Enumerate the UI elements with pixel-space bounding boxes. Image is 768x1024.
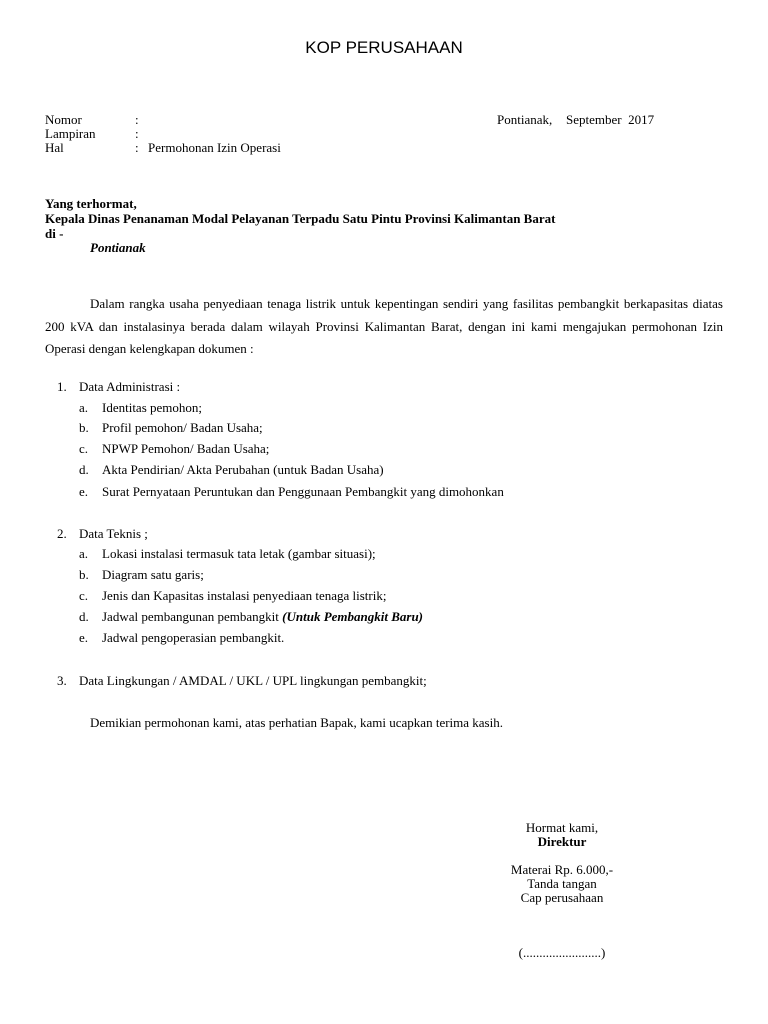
list-item: Lokasi instalasi termasuk tata letak (gambar situasi); xyxy=(102,546,376,561)
list-item-emphasis: (Untuk Pembangkit Baru) xyxy=(282,609,424,624)
signature-name-line: (........................) xyxy=(518,945,606,960)
list-item: Identitas pemohon; xyxy=(102,400,203,415)
section-title: Data Administrasi : xyxy=(79,379,181,394)
list-letter: b. xyxy=(79,420,89,435)
list-item: Jenis dan Kapasitas instalasi penyediaan tenaga listrik; xyxy=(102,588,387,603)
signature-cap: Cap perusahaan xyxy=(520,890,604,905)
list-item xyxy=(102,609,423,624)
list-letter: d. xyxy=(79,462,89,477)
signature-title: Direktur xyxy=(537,834,587,849)
list-letter: a. xyxy=(79,546,89,561)
list-item: Profil pemohon/ Badan Usaha; xyxy=(102,420,263,435)
hal-colon: : xyxy=(135,140,139,155)
hal-label: Hal xyxy=(45,140,64,155)
list-item-text: Jadwal pembangunan pembangkit xyxy=(102,609,279,624)
list-letter: c. xyxy=(79,441,89,456)
recipient-name: Kepala Dinas Penanaman Modal Pelayanan Terpadu Satu Pintu Provinsi Kalimantan Barat xyxy=(45,211,556,226)
greeting: Yang terhormat, xyxy=(45,196,137,211)
hal-value: Permohonan Izin Operasi xyxy=(148,140,281,155)
section-title: Data Lingkungan / AMDAL / UKL / UPL lingkungan pembangkit; xyxy=(79,673,427,688)
signature-materai: Materai Rp. 6.000,- xyxy=(510,862,614,877)
list-letter: b. xyxy=(79,567,89,582)
section-number: 1. xyxy=(57,379,67,394)
section-title: Data Teknis ; xyxy=(79,526,148,541)
list-item: NPWP Pemohon/ Badan Usaha; xyxy=(102,441,270,456)
recipient-city: Pontianak xyxy=(90,240,146,255)
closing-text: Demikian permohonan kami, atas perhatian Bapak, kami ucapkan terima kasih. xyxy=(90,715,503,730)
list-letter: e. xyxy=(79,484,89,499)
recipient-di: di - xyxy=(45,226,64,241)
intro-text: Dalam rangka usaha penyediaan tenaga listrik untuk kepentingan sendiri yang fasilitas pembangkit berkapasitas diatas 200 kVA dan instalasinya berada dalam wilayah Provinsi Kalimantan Barat, dengan ini kami mengajukan permohonan Izin Operasi dengan kelengkapan dokumen : xyxy=(45,296,723,356)
list-letter: c. xyxy=(79,588,89,603)
lampiran-label: Lampiran xyxy=(45,126,96,141)
letter-place: Pontianak, xyxy=(497,112,553,127)
letterhead-title: KOP PERUSAHAAN xyxy=(305,38,463,57)
signature-regards: Hormat kami, xyxy=(525,820,599,835)
nomor-colon: : xyxy=(135,112,139,127)
list-item: Diagram satu garis; xyxy=(102,567,204,582)
lampiran-colon: : xyxy=(135,126,139,141)
list-item: Jadwal pengoperasian pembangkit. xyxy=(102,630,285,645)
list-item: Akta Pendirian/ Akta Perubahan (untuk Badan Usaha) xyxy=(102,462,384,477)
intro-paragraph xyxy=(45,293,723,361)
section-number: 3. xyxy=(57,673,67,688)
section-number: 2. xyxy=(57,526,67,541)
list-letter: d. xyxy=(79,609,89,624)
list-letter: a. xyxy=(79,400,89,415)
letter-date: September 2017 xyxy=(566,112,655,127)
nomor-label: Nomor xyxy=(45,112,82,127)
list-item: Surat Pernyataan Peruntukan dan Penggunaan Pembangkit yang dimohonkan xyxy=(102,484,504,499)
signature-tanda-tangan: Tanda tangan xyxy=(527,876,597,891)
list-letter: e. xyxy=(79,630,89,645)
